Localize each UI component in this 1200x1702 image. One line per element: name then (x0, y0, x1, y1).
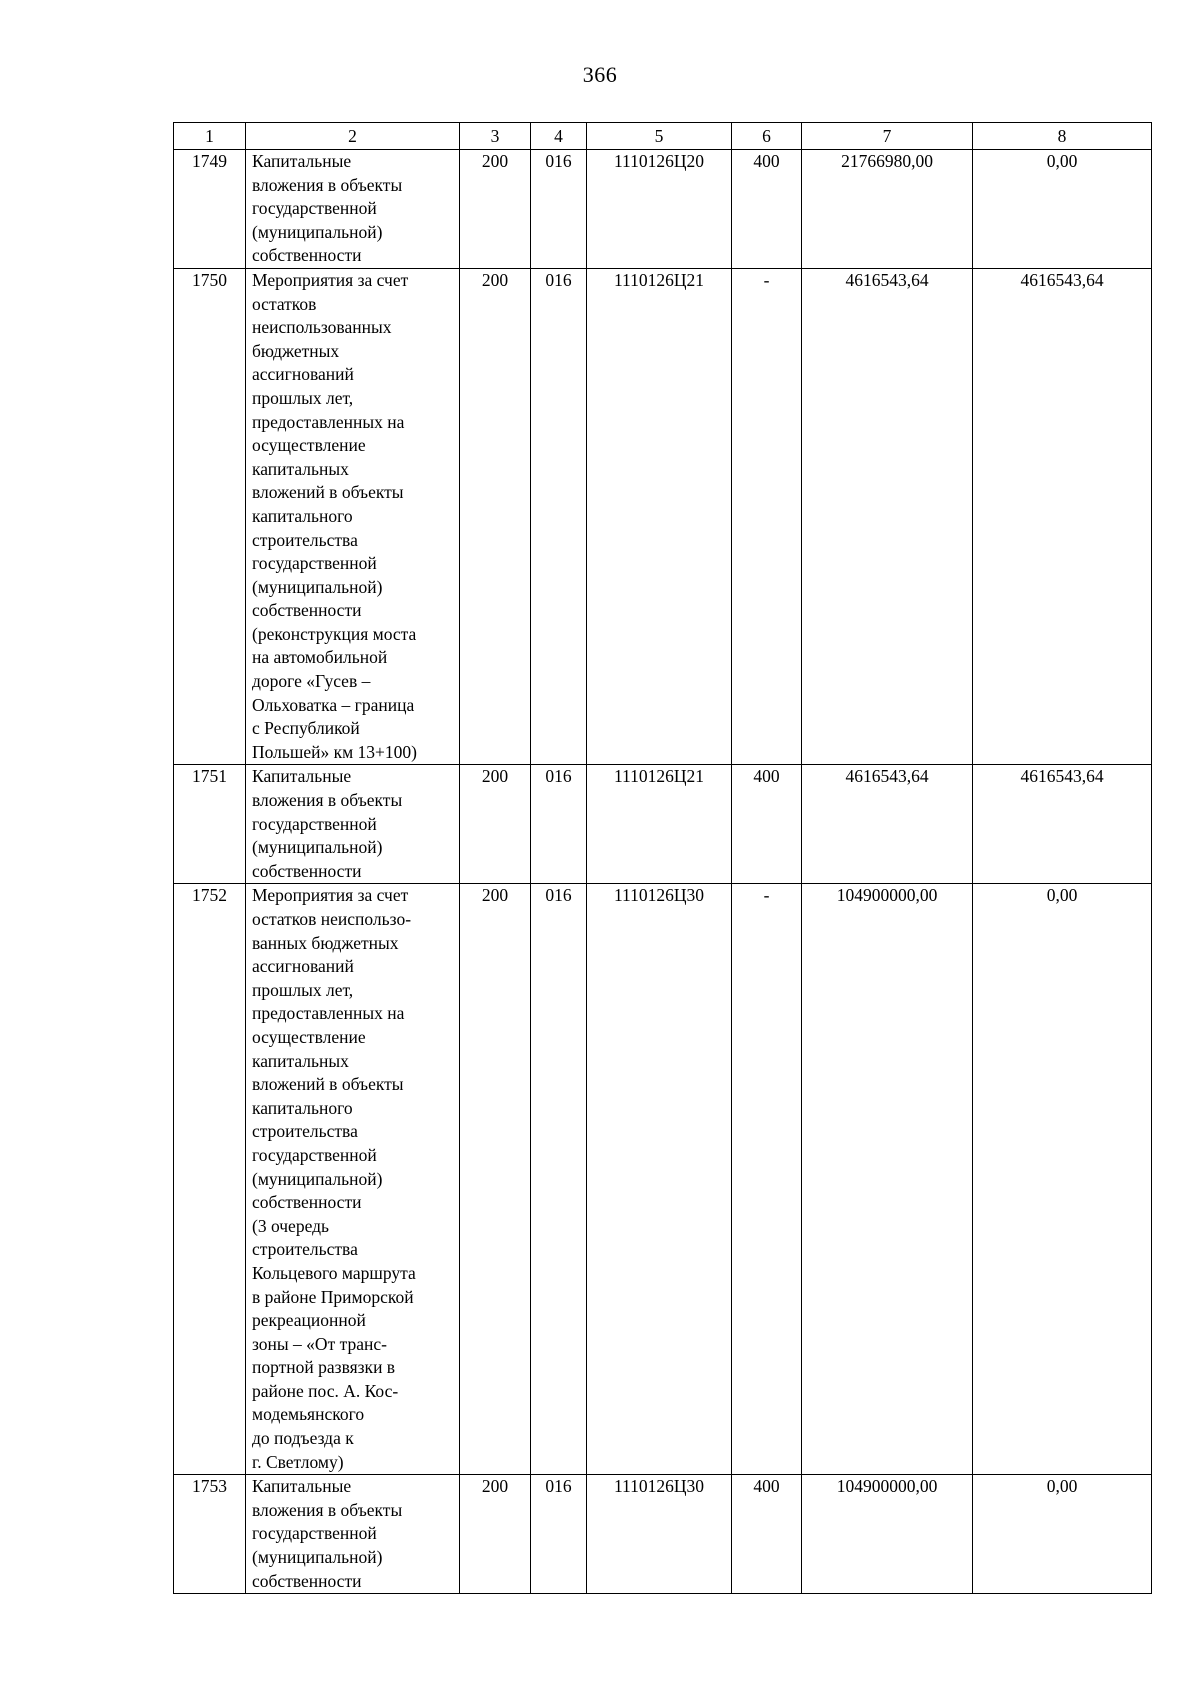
description-line: государственной (252, 813, 377, 834)
description-line: дороге «Гусев – (252, 671, 371, 692)
description-line: (муниципальной) (252, 221, 383, 242)
description-line: собственности (252, 245, 362, 266)
description-cell (246, 1475, 460, 1594)
type-code-cell: - (732, 268, 802, 764)
target-code-cell: 1110126Ц21 (587, 268, 732, 764)
target-code-cell: 1110126Ц30 (587, 1475, 732, 1594)
code-cell: 016 (531, 1475, 587, 1594)
code-cell: 016 (531, 150, 587, 269)
description-line: предоставленных на (252, 1003, 405, 1024)
type-code-cell: - (732, 884, 802, 1475)
code-cell: 200 (460, 765, 531, 884)
amount-cell: 21766980,00 (802, 150, 973, 269)
column-header: 7 (802, 123, 973, 150)
description-line: предоставленных на (252, 411, 405, 432)
description-line: государственной (252, 198, 377, 219)
description-line: остатков (252, 293, 317, 314)
description-cell (246, 268, 460, 764)
description-line: осуществление (252, 435, 366, 456)
description-line: собственности (252, 600, 362, 621)
column-header: 2 (246, 123, 460, 150)
amount-cell: 4616543,64 (802, 765, 973, 884)
amount-cell: 0,00 (973, 150, 1152, 269)
type-code-cell: 400 (732, 1475, 802, 1594)
description-line: Польшей» км 13+100) (252, 741, 418, 762)
code-cell: 016 (531, 884, 587, 1475)
description-line: Кольцевого маршрута (252, 1262, 416, 1283)
amount-cell: 104900000,00 (802, 1475, 973, 1594)
description-line: прошлых лет, (252, 387, 354, 408)
description-line: модемьянского (252, 1404, 365, 1425)
amount-cell: 4616543,64 (802, 268, 973, 764)
description-line: капитального (252, 505, 353, 526)
description-line: (реконструкция моста (252, 623, 417, 644)
description-line: районе пос. А. Кос- (252, 1380, 399, 1401)
description-line: бюджетных (252, 340, 340, 361)
description-line: Мероприятия за счет (252, 269, 409, 290)
description-line: вложения в объекты (252, 1499, 403, 1520)
row-number-cell: 1749 (174, 150, 246, 269)
description-line: вложения в объекты (252, 790, 403, 811)
description-line: ванных бюджетных (252, 932, 399, 953)
code-cell: 016 (531, 268, 587, 764)
description-line: (3 очередь (252, 1215, 329, 1236)
description-line: (муниципальной) (252, 1547, 383, 1568)
description-line: на автомобильной (252, 647, 388, 668)
description-line: портной развязки в (252, 1357, 396, 1378)
description-line: рекреационной (252, 1310, 366, 1331)
table-row (174, 150, 1152, 269)
table-row (174, 268, 1152, 764)
table-body (174, 150, 1152, 1594)
description-line: собственности (252, 1570, 362, 1591)
description-line: государственной (252, 1144, 377, 1165)
amount-cell: 0,00 (973, 1475, 1152, 1594)
target-code-cell: 1110126Ц20 (587, 150, 732, 269)
description-line: капитальных (252, 1050, 349, 1071)
description-cell (246, 765, 460, 884)
description-line: государственной (252, 1523, 377, 1544)
code-cell: 200 (460, 1475, 531, 1594)
row-number-cell: 1751 (174, 765, 246, 884)
row-number-cell: 1750 (174, 268, 246, 764)
column-header: 3 (460, 123, 531, 150)
description-line: строительства (252, 529, 358, 550)
table-row (174, 765, 1152, 884)
amount-cell: 4616543,64 (973, 268, 1152, 764)
description-line: собственности (252, 860, 362, 881)
description-line: Капитальные (252, 151, 352, 171)
description-line: осуществление (252, 1026, 366, 1047)
type-code-cell: 400 (732, 765, 802, 884)
description-line: Мероприятия за счет (252, 885, 409, 906)
code-cell: 016 (531, 765, 587, 884)
description-line: (муниципальной) (252, 837, 383, 858)
type-code-cell: 400 (732, 150, 802, 269)
table-header-row (174, 123, 1152, 150)
page-number: 366 (582, 62, 618, 87)
row-number-cell: 1752 (174, 884, 246, 1475)
table-row (174, 884, 1152, 1475)
description-line: до подъезда к (252, 1428, 354, 1449)
description-line: капитального (252, 1097, 353, 1118)
column-header: 6 (732, 123, 802, 150)
description-line: вложений в объекты (252, 1074, 404, 1095)
budget-table (173, 122, 1152, 1594)
description-line: неиспользованных (252, 317, 392, 338)
description-line: (муниципальной) (252, 576, 383, 597)
column-header: 5 (587, 123, 732, 150)
description-line: Ольховатка – граница (252, 694, 415, 715)
description-line: ассигнований (252, 364, 354, 385)
description-line: с Республикой (252, 718, 360, 739)
column-header: 1 (174, 123, 246, 150)
column-header: 8 (973, 123, 1152, 150)
description-line: капитальных (252, 458, 349, 479)
description-line: зоны – «От транс- (252, 1333, 387, 1354)
description-line: Капитальные (252, 1476, 352, 1497)
description-line: остатков неиспользо- (252, 909, 412, 929)
description-line: в районе Приморской (252, 1286, 414, 1307)
description-line: вложения в объекты (252, 174, 403, 195)
amount-cell: 104900000,00 (802, 884, 973, 1475)
description-line: строительства (252, 1121, 358, 1142)
target-code-cell: 1110126Ц21 (587, 765, 732, 884)
amount-cell: 0,00 (973, 884, 1152, 1475)
description-line: ассигнований (252, 956, 354, 977)
column-header: 4 (531, 123, 587, 150)
description-line: собственности (252, 1192, 362, 1213)
description-line: государственной (252, 553, 377, 574)
description-line: прошлых лет, (252, 979, 354, 1000)
amount-cell: 4616543,64 (973, 765, 1152, 884)
description-line: строительства (252, 1239, 358, 1260)
description-cell (246, 884, 460, 1475)
code-cell: 200 (460, 150, 531, 269)
description-line: Капитальные (252, 766, 352, 787)
description-line: г. Светлому) (252, 1451, 344, 1472)
target-code-cell: 1110126Ц30 (587, 884, 732, 1475)
code-cell: 200 (460, 884, 531, 1475)
code-cell: 200 (460, 268, 531, 764)
description-line: (муниципальной) (252, 1168, 383, 1189)
row-number-cell: 1753 (174, 1475, 246, 1594)
table-row (174, 1475, 1152, 1594)
description-line: вложений в объекты (252, 482, 404, 503)
description-cell (246, 150, 460, 269)
